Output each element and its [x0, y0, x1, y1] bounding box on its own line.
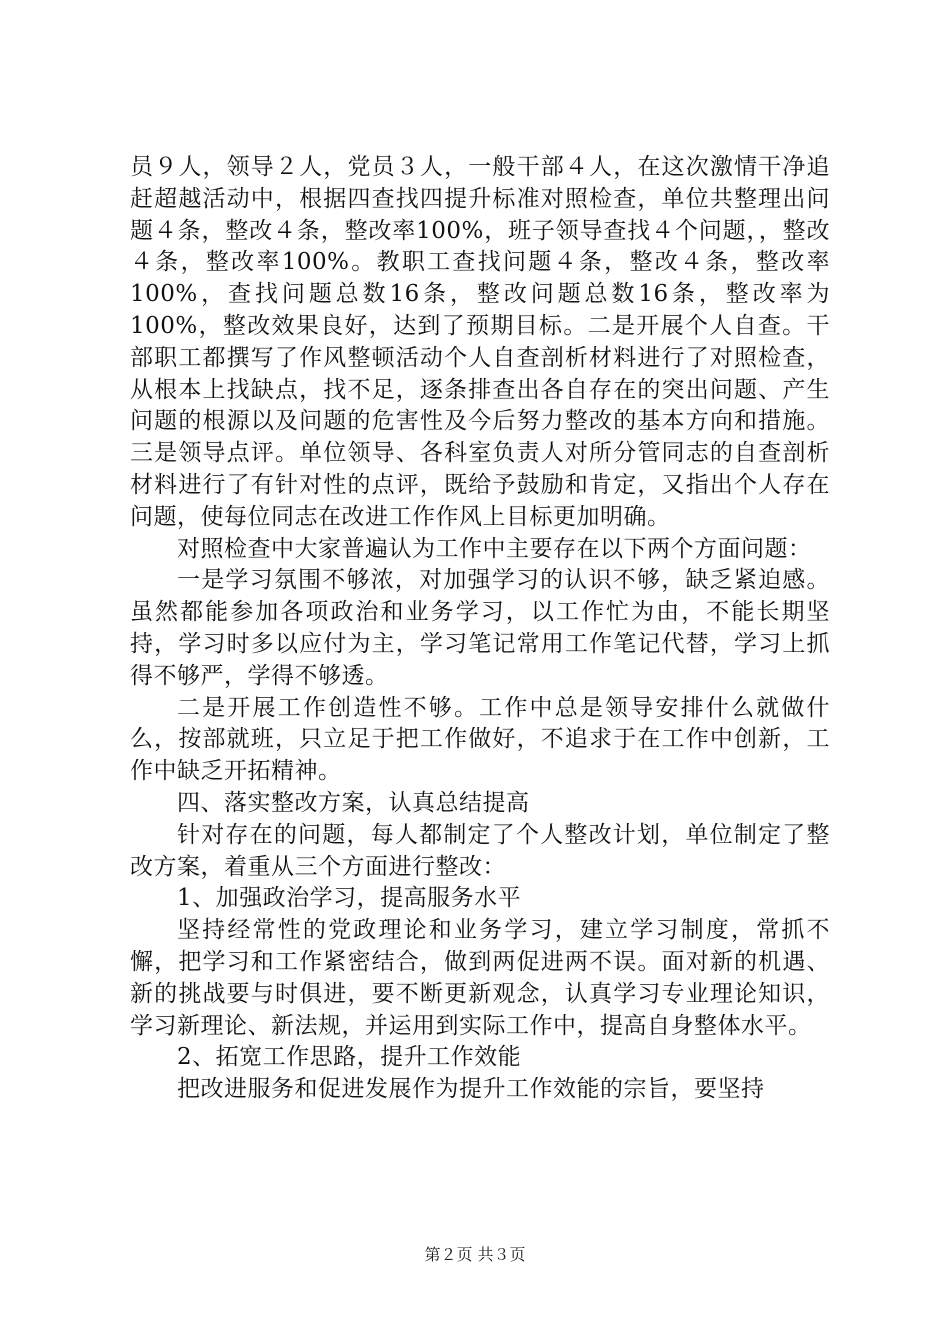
paragraph-problems-intro: 对照检查中大家普遍认为工作中主要存在以下两个方面问题：	[177, 535, 812, 562]
section-heading-rectification: 四、落实整改方案，认真总结提高	[177, 789, 530, 816]
paragraph-political-study: 坚持经常性的党政理论和业务学习，建立学习制度，常抓不懈，把学习和工作紧密结合，做到两促进两不误。面对新的机遇、新的挑战要与时俱进，要不断更新观念，认真学习专业理论知识，学习新理论、新法规，并运用到实际工作中，提高自身整体水平。	[130, 917, 830, 1039]
page-footer	[0, 1244, 950, 1266]
paragraph-problem-creativity: 二是开展工作创造性不够。工作中总是领导安排什么就做什么，按部就班，只立足于把工作做好，不追求于在工作中创新，工作中缺乏开拓精神。	[130, 694, 830, 785]
paragraph-self-check-results: 员９人，领导２人，党员３人，一般干部４人，在这次激情干净追赶超越活动中，根据四查找四提升标准对照检查，单位共整理出问题４条，整改４条，整改率100%，班子领导查找４个问题，，整改４条，整改率100%。教职工查找问题４条，整改４条，整改率100%，查找问题总数16条，整改问题总数16条，整改率为100%，整改效果良好，达到了预期目标。二是开展个人自查。干部职工都撰写了作风整顿活动个人自查剖析材料进行了对照检查，从根本上找缺点，找不足，逐条排查出各自存在的突出问题、产生问题的根源以及问题的危害性及今后努力整改的基本方向和措施。三是领导点评。单位领导、各科室负责人对所分管同志的自查剖析材料进行了有针对性的点评，既给予鼓励和肯定，又指出个人存在问题，使每位同志在改进工作作风上目标更加明确。	[130, 154, 830, 530]
subheading-political-study: 1、加强政治学习，提高服务水平	[177, 885, 522, 912]
paragraph-rectification-plan: 针对存在的问题，每人都制定了个人整改计划，单位制定了整改方案，着重从三个方面进行整改：	[130, 821, 830, 880]
paragraph-problem-study: 一是学习氛围不够浓，对加强学习的认识不够，缺乏紧迫感。虽然都能参加各项政治和业务学习，以工作忙为由，不能长期坚持，学习时多以应付为主，学习笔记常用工作笔记代替，学习上抓得不够严，学得不够透。	[130, 567, 830, 689]
subheading-work-efficiency: 2、拓宽工作思路，提升工作效能	[177, 1044, 522, 1071]
paragraph-work-efficiency: 把改进服务和促进发展作为提升工作效能的宗旨，要坚持	[177, 1076, 765, 1103]
document-body	[130, 152, 830, 1106]
page-number-label: 第２页 共３页	[424, 1245, 526, 1264]
